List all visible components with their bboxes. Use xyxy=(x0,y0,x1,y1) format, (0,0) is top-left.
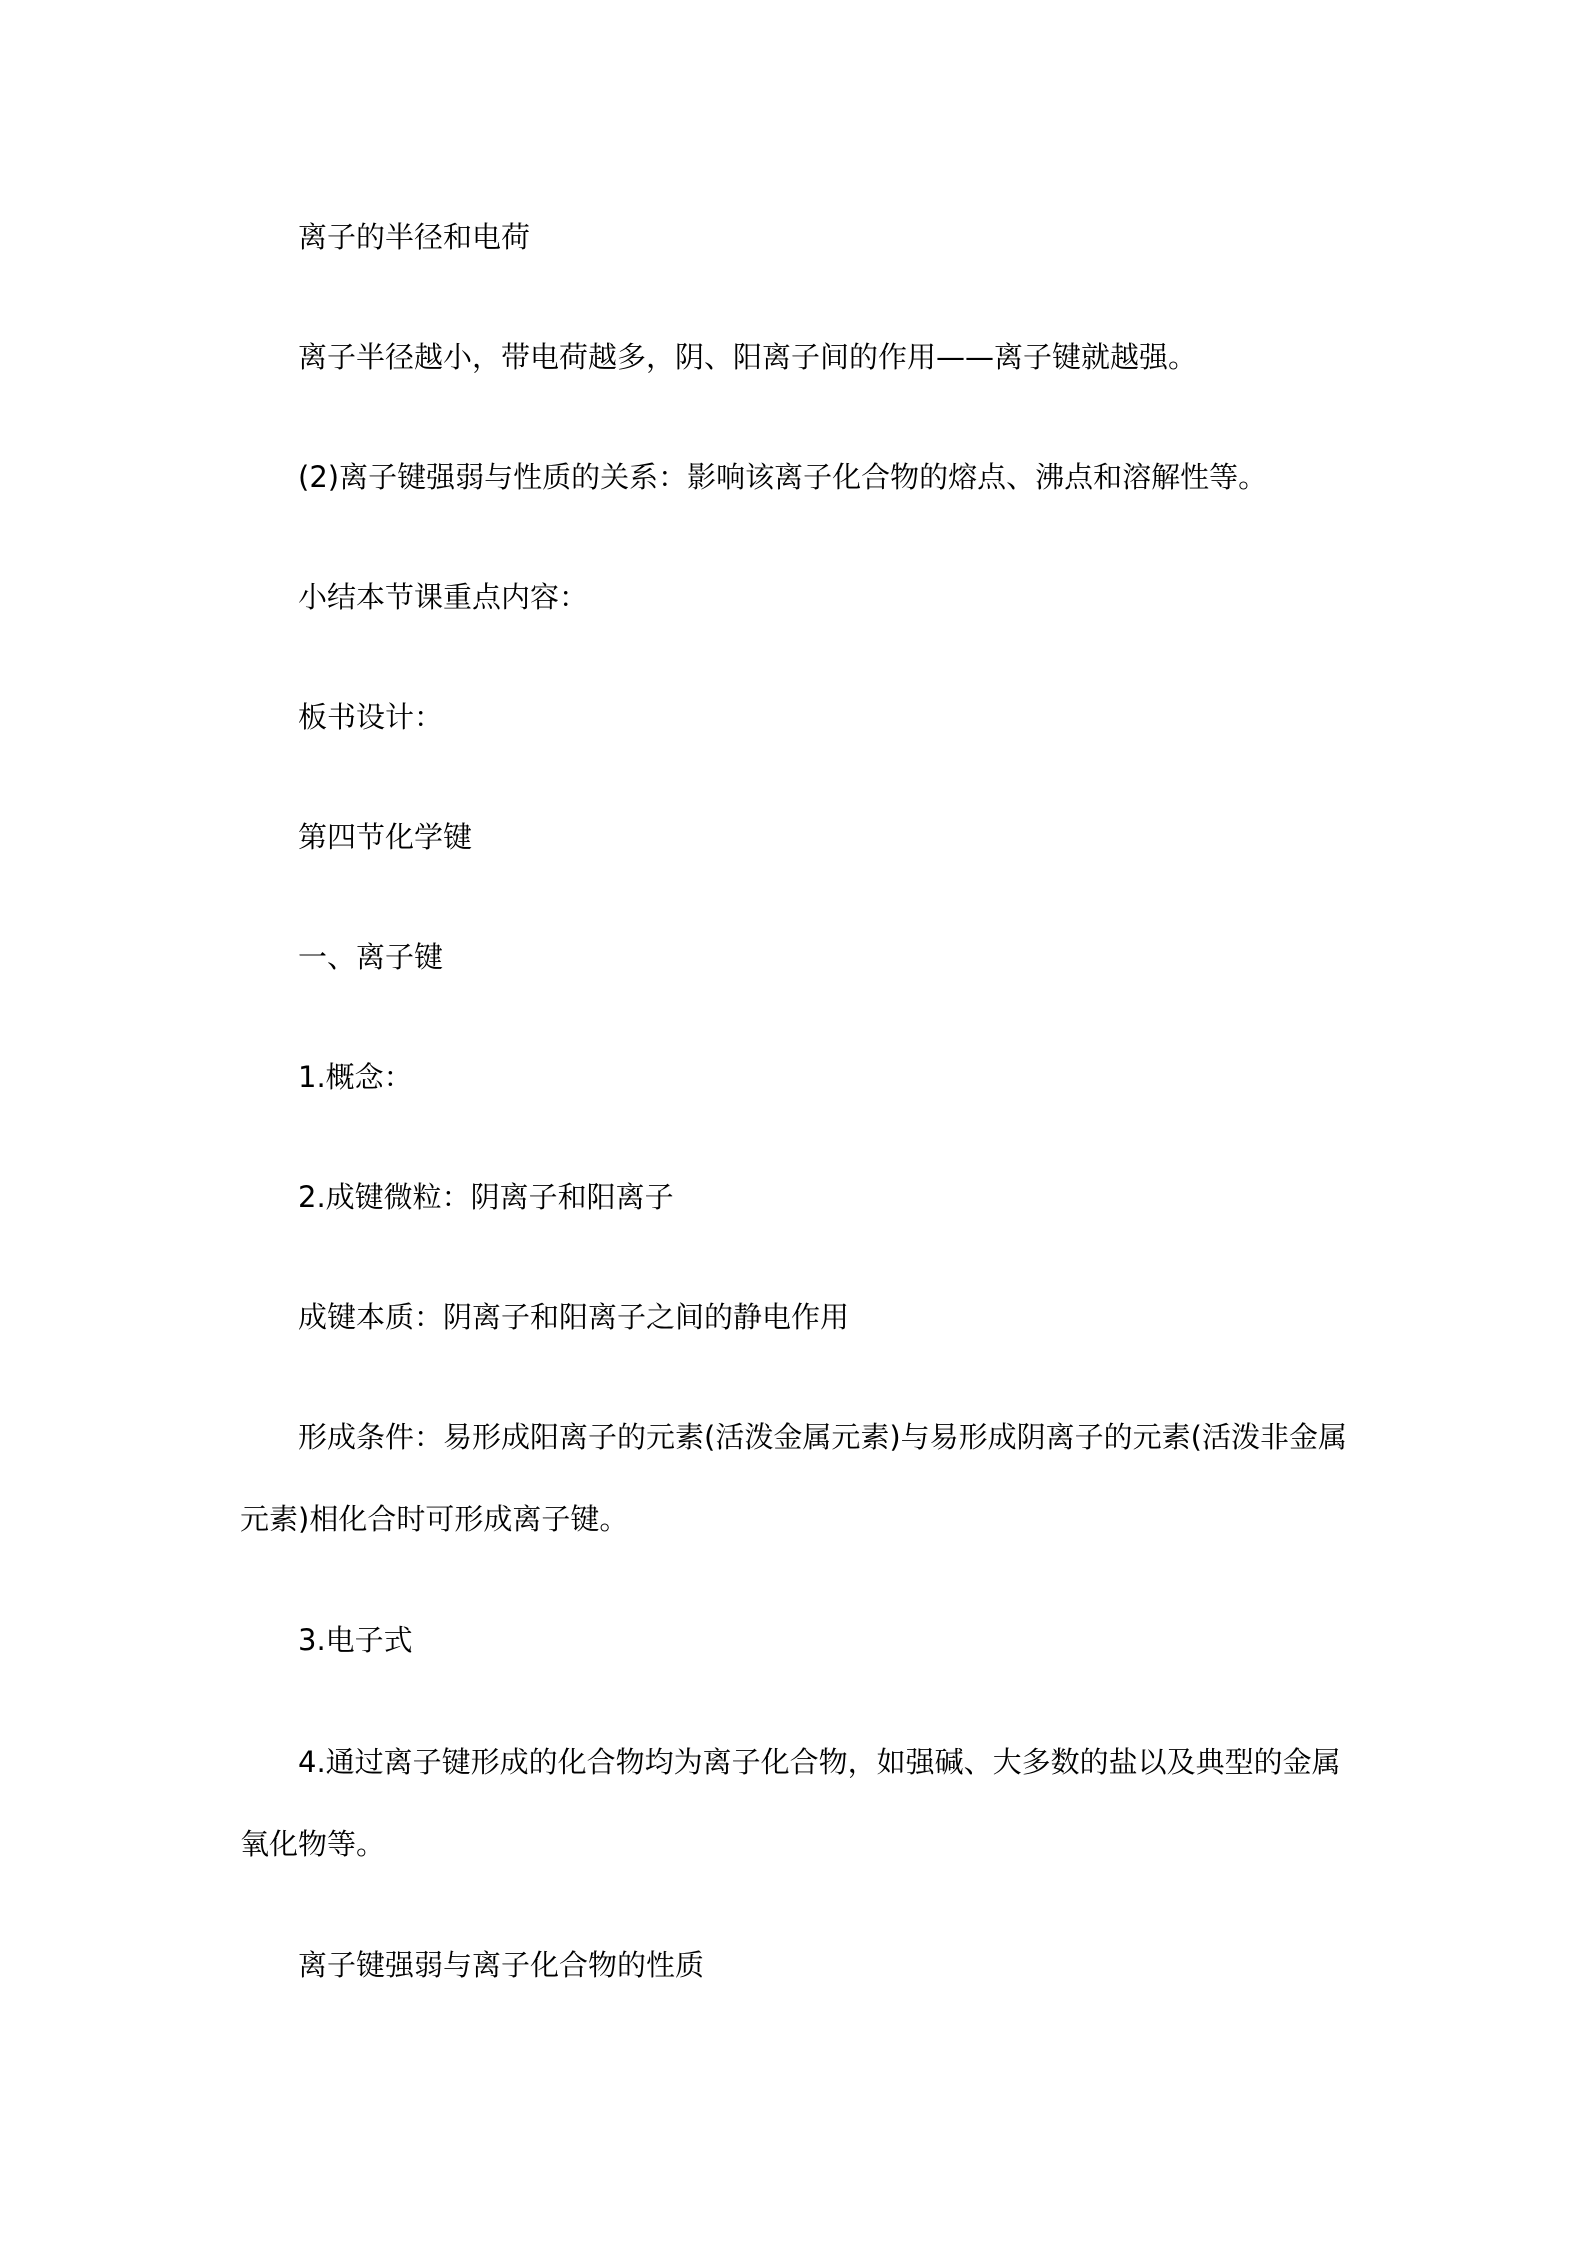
paragraph-bonding-essence: 成键本质：阴离子和阳离子之间的静电作用 xyxy=(298,1300,850,1334)
paragraph-bonding-particles: 2.成键微粒：阴离子和阳离子 xyxy=(298,1180,674,1214)
paragraph-concept: 1.概念： xyxy=(298,1060,413,1094)
paragraph-ionic-compounds: 4.通过离子键形成的化合物均为离子化合物，如强碱、大多数的盐以及典型的金属氧化物等。 xyxy=(240,1745,1341,1861)
paragraph-ion-radius-charge: 离子的半径和电荷 xyxy=(298,220,531,254)
paragraph-section-title: 第四节化学键 xyxy=(298,820,473,854)
paragraph-ionic-bond-heading: 一、离子键 xyxy=(298,940,444,974)
paragraph-radius-effect: 离子半径越小，带电荷越多，阴、阳离子间的作用——离子键就越强。 xyxy=(298,340,1198,374)
paragraph-formation-conditions: 形成条件：易形成阳离子的元素(活泼金属元素)与易形成阴离子的元素(活泼非金属元素)相化合时可形成离子键。 xyxy=(240,1420,1347,1536)
paragraph-bond-strength-compound-properties: 离子键强弱与离子化合物的性质 xyxy=(298,1948,705,1982)
paragraph-bond-strength-properties: (2)离子键强弱与性质的关系：影响该离子化合物的熔点、沸点和溶解性等。 xyxy=(298,460,1268,494)
paragraph-board-design: 板书设计： xyxy=(298,700,444,734)
paragraph-electron-formula: 3.电子式 xyxy=(298,1623,413,1657)
paragraph-summary: 小结本节课重点内容： xyxy=(298,580,589,614)
